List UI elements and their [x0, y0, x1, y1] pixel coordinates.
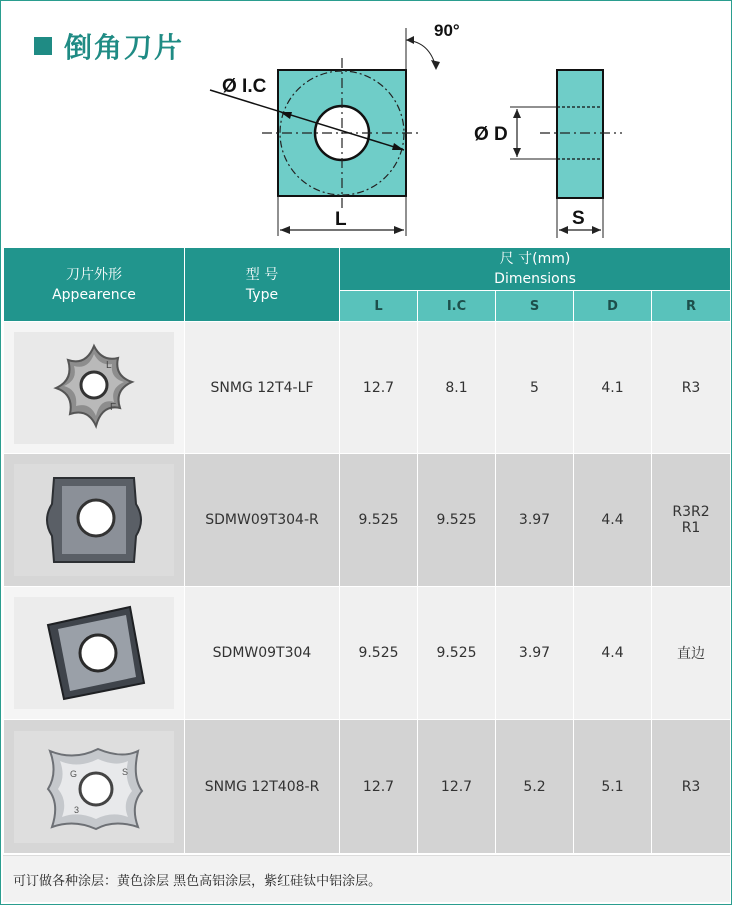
type-cell: SDMW09T304-R: [185, 454, 340, 587]
col-dim-cn: 尺 寸(mm): [499, 251, 571, 267]
dim-l-cell: 9.525: [340, 454, 418, 587]
dim-ic-cell: 8.1: [418, 322, 496, 454]
dim-header-s: S: [496, 291, 574, 322]
type-cell: SDMW09T304: [185, 587, 340, 720]
insert-image-cell: [4, 322, 185, 454]
dim-s-cell: 5.2: [496, 720, 574, 854]
dim-d-cell: 5.1: [574, 720, 652, 854]
svg-text:S: S: [122, 766, 129, 777]
angle-label: 90°: [434, 21, 460, 40]
col-dim-en: Dimensions: [494, 271, 576, 287]
type-cell: SNMG 12T4-LF: [185, 322, 340, 454]
section-title: 倒角刀片: [64, 31, 185, 64]
l-label: L: [335, 209, 347, 230]
dim-l-cell: 9.525: [340, 587, 418, 720]
dim-ic-cell: 9.525: [418, 587, 496, 720]
col-type-en: Type: [245, 286, 279, 303]
dim-s-cell: 3.97: [496, 587, 574, 720]
col-header-appearance: [4, 248, 185, 322]
insert-image-cell: [4, 720, 185, 854]
insert-dimension-diagram: [0, 0, 732, 247]
dim-r-cell: R3: [652, 322, 731, 454]
insert-photo-sdmw-r: [14, 464, 174, 576]
insert-image-cell: [4, 587, 185, 720]
spec-table: [3, 247, 731, 854]
dim-ic-cell: 9.525: [418, 454, 496, 587]
dim-d-cell: 4.1: [574, 322, 652, 454]
s-label: S: [572, 208, 585, 229]
coating-note: [3, 855, 730, 902]
svg-text:F: F: [110, 401, 117, 413]
dim-d-cell: 4.4: [574, 587, 652, 720]
col-appearance-en: Appearence: [52, 286, 136, 303]
dim-r-cell: 直边: [652, 587, 731, 720]
insert-side-view: [557, 70, 603, 198]
dim-header-d: D: [574, 291, 652, 322]
type-cell: SNMG 12T408-R: [185, 720, 340, 854]
table-row: [4, 454, 731, 587]
dim-s-cell: 3.97: [496, 454, 574, 587]
dim-header-l: L: [340, 291, 418, 322]
col-type-cn: 型 号: [245, 266, 279, 283]
dim-r-cell: R3: [652, 720, 731, 854]
dim-l-cell: 12.7: [340, 720, 418, 854]
col-header-dimensions: [340, 248, 731, 291]
ic-label: Ø I.C: [222, 76, 267, 97]
dim-l-cell: 12.7: [340, 322, 418, 454]
svg-text:G: G: [70, 768, 78, 779]
insert-image-cell: [4, 454, 185, 587]
col-appearance-cn: 刀片外形: [66, 266, 122, 283]
dim-ic-cell: 12.7: [418, 720, 496, 854]
coating-note-text: 可订做各种涂层：黄色涂层 黑色高铝涂层，紫红硅钛中铝涂层。: [13, 874, 382, 889]
d-label: Ø D: [474, 124, 508, 145]
svg-text:3: 3: [74, 804, 80, 815]
insert-photo-sdmw: [14, 597, 174, 709]
svg-text:L: L: [106, 359, 112, 371]
dim-r-cell: R3R2 R1: [652, 454, 731, 587]
table-row: [4, 322, 731, 454]
table-row: [4, 720, 731, 854]
insert-photo-snmg-lf: [14, 332, 174, 444]
col-header-type: [185, 248, 340, 322]
dim-header-r: R: [652, 291, 731, 322]
dim-s-cell: 5: [496, 322, 574, 454]
insert-photo-snmg-r: [14, 731, 174, 843]
dim-header-ic: I.C: [418, 291, 496, 322]
table-row: [4, 587, 731, 720]
dim-d-cell: 4.4: [574, 454, 652, 587]
